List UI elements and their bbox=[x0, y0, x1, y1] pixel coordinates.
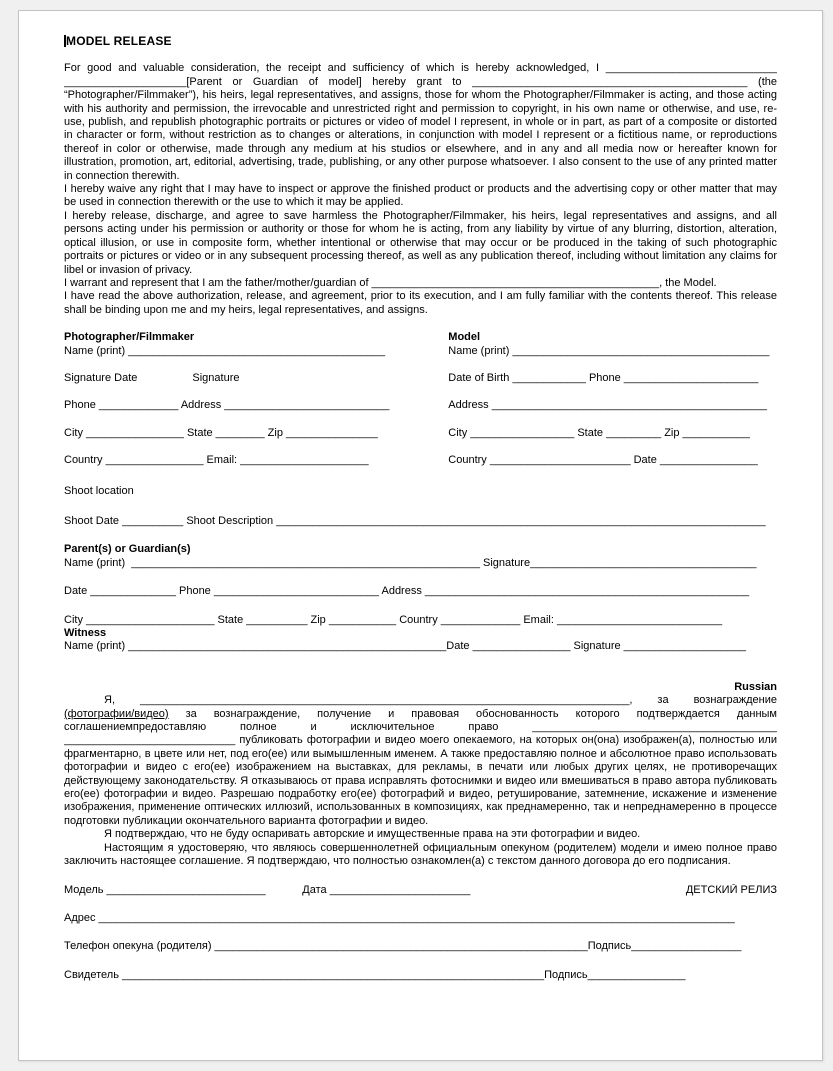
document-title bbox=[64, 35, 777, 48]
ru-p1-underlined-term: (фотографии/видео) bbox=[64, 707, 169, 720]
photographer-signature-row: Signature Date Signature bbox=[64, 371, 240, 384]
document-page[interactable] bbox=[18, 10, 823, 1061]
shoot-section bbox=[64, 485, 777, 529]
ru-p1-lead: Я, bbox=[104, 694, 140, 707]
photographer-phone-address-row: Phone _____________ Address ___________________________ bbox=[64, 399, 390, 412]
ru-child-release-label: ДЕТСКИЙ РЕЛИЗ bbox=[685, 883, 777, 896]
ru-p1-blank-name: ________________________________________________________________________________ bbox=[139, 694, 630, 707]
legal-paragraph-binding: I have read the above authorization, release, and agreement, prior to its execution, and I am fully familiar with the contents thereof. This release shall be binding upon me and my heirs, legal representatives, and assigns. bbox=[64, 290, 777, 316]
model-dob-phone-row: Date of Birth ____________ Phone ______________________ bbox=[448, 371, 759, 384]
parents-date-phone-address-row: Date ______________ Phone ___________________________ Address _____________________________________________________ bbox=[64, 585, 750, 598]
russian-paragraph-certify: Настоящим я удостоверяю, что являюсь совершеннолетней официальным опекуном (родителем) модели и имею полное право заключить настоящее соглашение. Я подтверждаю, что полностью ознакомлен(а) с текстом данного договора до его подписания. bbox=[64, 841, 777, 868]
model-country-date-row: Country _______________________ Date ________________ bbox=[448, 454, 758, 467]
russian-paragraph-grant bbox=[64, 694, 777, 828]
legal-paragraph-grant: For good and valuable consideration, the receipt and sufficiency of which is hereby acknowledged, I ____________________________ ____________________[Parent or Guardian of model] hereby grant to _____________________________________________ (the “Photographer/Filmmaker”), his heirs, legal representatives, and assigns, those for whom the Photographer/Filmmaker is acting, and those acting with his authority and permission, the irrevocable and unrestricted right and permission to copyright, in his own name or otherwise, and use, re-use, publish, and republish photographic portraits or pictures or video of model I represent, in whole or in part, as part of a composite or distorted in character or form, without restriction as to changes or alterations, in conjunction with model I represent or a fictitious name, or reproductions thereof in color or otherwise, made through any medium at his studios or elsewhere, and in any and all media now or hereafter known for illustration, promotion, art, editorial, advertising, trade, publishing, or any other purpose whatsoever. I also consent to the use of any printed matter in connection therewith. bbox=[64, 62, 777, 182]
photographer-name-row: Name (print) __________________________________________ bbox=[64, 344, 386, 357]
ru-p1-blank-right: ________________________________________ bbox=[532, 721, 777, 734]
parents-section bbox=[64, 543, 777, 653]
document-content bbox=[64, 35, 777, 1042]
model-city-state-zip-row: City _________________ State _________ Zip ___________ bbox=[448, 426, 750, 439]
witness-heading: Witness bbox=[64, 627, 107, 639]
ru-p1-rest2: публиковать фотографии и видео моего опекаемого, на которых он(она) изображен(а), полностью или фрагментарно, в цвете или нет, под его(ее) или вымышленным именем. А также предоставляю полное и абсолютное право использовать фотографии и видео с его(ее) изображением на выставках, для рекламы, в печати или любых других целях, не противоречащих действующему законодательству. Я отказываюсь от права исправлять фотоснимки и видео или вмешиваться в право автора публиковать его(ее) фотографии и видео. Разрешаю подработку его(ее) фотографий и видео, ретуширование, затемнение, искажение и изменение изображения, применение оптических иллюзий, использованных в композициях, как преднамеренно, так и непреднамеренно в процессе подготовки публикации окончательного варианта фотографии и видео. bbox=[64, 734, 777, 827]
legal-paragraph-warrant: I warrant and represent that I am the father/mother/guardian of _______________________________________________, the Model. bbox=[64, 276, 717, 289]
legal-paragraph-waiver: I hereby waive any right that I may have to inspect or approve the finished product or products and the advertising copy or other matter that may be used in connection therewith or the use to which it may be applied. bbox=[64, 183, 777, 209]
model-address-row: Address _____________________________________________ bbox=[448, 399, 767, 412]
russian-section-label: Russian bbox=[734, 680, 777, 693]
photographer-section bbox=[64, 331, 401, 467]
photographer-country-email-row: Country ________________ Email: _____________________ bbox=[64, 454, 369, 467]
ru-witness-signature-row: Свидетель _____________________________________________________________________Подпись________________ bbox=[64, 968, 686, 981]
model-name-row: Name (print) __________________________________________ bbox=[448, 344, 770, 357]
photographer-city-state-zip-row: City ________________ State ________ Zip _______________ bbox=[64, 426, 378, 439]
ru-p1-mid: , за вознаграждение bbox=[629, 694, 777, 707]
signature-columns bbox=[64, 331, 777, 467]
ru-p1-blank-right2: ____________________________ bbox=[64, 734, 236, 747]
shoot-location-label: Shoot location bbox=[64, 484, 134, 497]
photographer-heading: Photographer/Filmmaker bbox=[64, 331, 195, 344]
ru-model-date-row bbox=[64, 884, 777, 897]
document-title-text: MODEL RELEASE bbox=[66, 35, 172, 48]
shoot-date-description-row: Shoot Date __________ Shoot Description ________________________________________________________________________________ bbox=[64, 514, 766, 527]
russian-paragraph-confirm: Я подтверждаю, что не буду оспаривать авторские и имущественные права на эти фотографии и видео. bbox=[104, 828, 641, 841]
model-heading: Model bbox=[448, 331, 481, 344]
parents-heading: Parent(s) or Guardian(s) bbox=[64, 543, 191, 556]
ru-address-row: Адрес ________________________________________________________________________________________________________ bbox=[64, 911, 735, 924]
model-section bbox=[448, 331, 777, 467]
legal-paragraph-release: I hereby release, discharge, and agree to save harmless the Photographer/Filmmaker, his heirs, legal representatives and assigns, and all persons acting under his permission or authority or those for whom he is acting, from any liability by virtue of any blurring, distortion, alteration, optical illusion, or use in composite form, whether intentional or otherwise that may occur or be produced in the taking of such photographic portraits or pictures or video or in any subsequent processing thereof, as well as any publication thereof, including without limitation any claims for libel or invasion of privacy. bbox=[64, 209, 777, 276]
parents-name-signature-row: Name (print) _________________________________________________________ Signature_____________________________________ bbox=[64, 556, 757, 569]
parents-city-state-zip-country-email-row: City _____________________ State __________ Zip ___________ Country _____________ Email: ___________________________ bbox=[64, 613, 723, 626]
ru-model-date-fields: Модель __________________________ Дата _______________________ bbox=[64, 883, 471, 896]
ru-p1-rest1: за вознаграждение, получение и правовая обоснованность которого подтверждается данным соглашениемпредоставляю полное и исключительное право bbox=[64, 707, 777, 734]
ru-guardian-phone-signature-row: Телефон опекуна (родителя) _____________________________________________________________Подпись__________________ bbox=[64, 940, 742, 953]
witness-name-date-signature-row: Name (print) ____________________________________________________Date ________________ Signature ____________________ bbox=[64, 640, 747, 653]
